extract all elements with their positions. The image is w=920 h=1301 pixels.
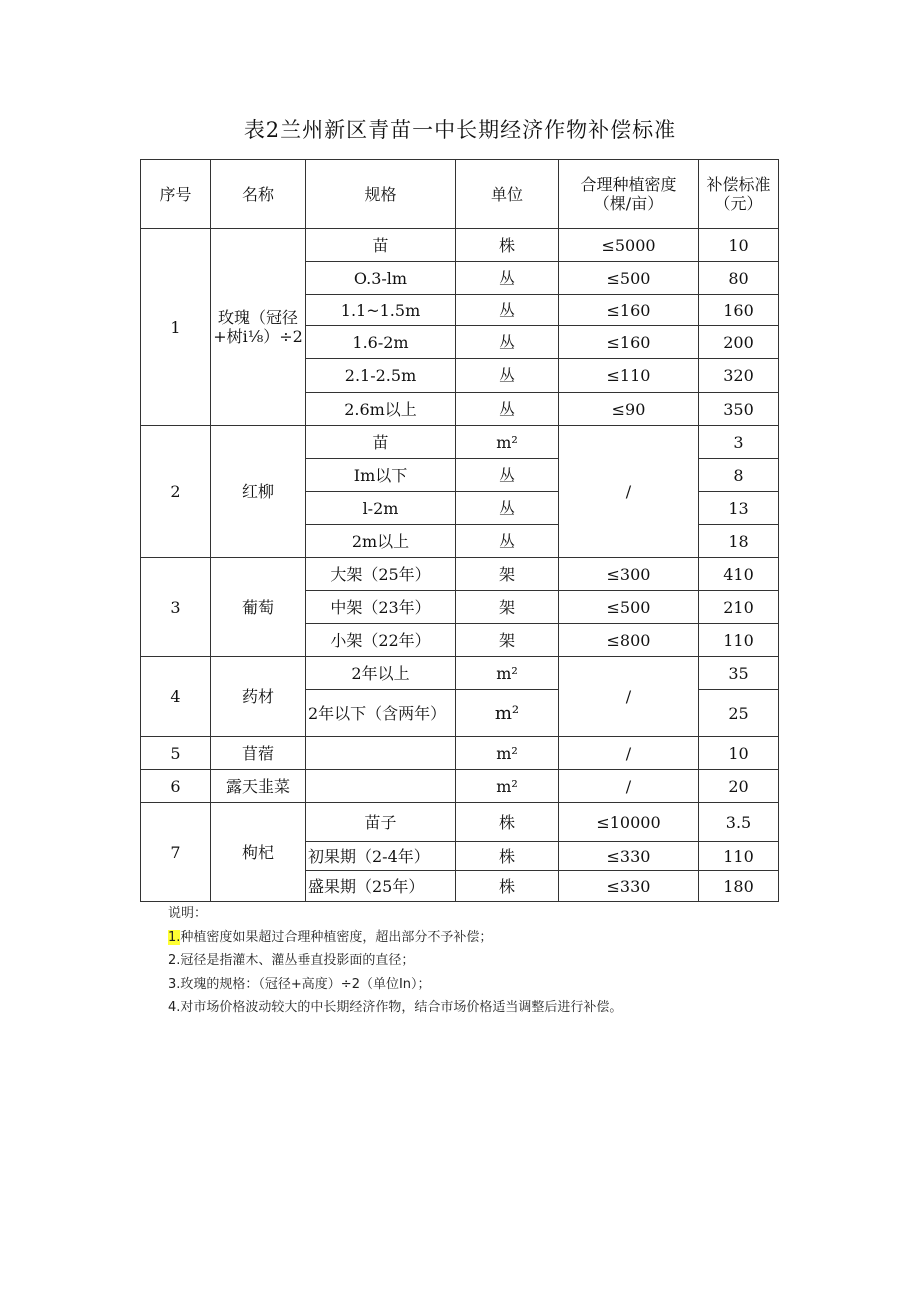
cell-spec: 初果期（2-4年） <box>306 842 456 871</box>
table-row <box>141 558 779 591</box>
group-name: 葡萄 <box>211 558 306 657</box>
cell-standard: 80 <box>699 262 779 295</box>
cell-spec: 2.6m以上 <box>306 393 456 426</box>
cell-standard: 20 <box>699 770 779 803</box>
cell-standard: 3.5 <box>699 803 779 842</box>
cell-density: ≤90 <box>559 393 699 426</box>
cell-unit: 丛 <box>456 459 559 492</box>
cell-spec: 1.1~1.5m <box>306 295 456 326</box>
table-row <box>141 737 779 770</box>
cell-density: / <box>559 657 699 737</box>
cell-standard: 35 <box>699 657 779 690</box>
cell-unit: 丛 <box>456 393 559 426</box>
cell-standard: 10 <box>699 229 779 262</box>
cell-unit: 架 <box>456 558 559 591</box>
header-unit: 单位 <box>456 160 559 229</box>
cell-spec: 2年以上 <box>306 657 456 690</box>
compensation-table <box>140 159 779 902</box>
cell-density: ≤160 <box>559 295 699 326</box>
group-name: 露天韭菜 <box>211 770 306 803</box>
cell-unit: 丛 <box>456 492 559 525</box>
group-name: 红柳 <box>211 426 306 558</box>
cell-standard: 160 <box>699 295 779 326</box>
group-name: 枸杞 <box>211 803 306 902</box>
cell-standard: 13 <box>699 492 779 525</box>
group-seq: 3 <box>141 558 211 657</box>
cell-unit: 丛 <box>456 326 559 359</box>
note-4: 4.对市场价格波动较大的中长期经济作物，结合市场价格适当调整后进行补偿。 <box>168 1000 623 1015</box>
cell-density: ≤300 <box>559 558 699 591</box>
header-standard-line2: （元） <box>714 194 763 213</box>
cell-unit: 株 <box>456 803 559 842</box>
header-density-line1: 合理种植密度 <box>580 175 677 194</box>
cell-spec: 2年以下（含两年） <box>306 690 456 737</box>
cell-density: / <box>559 426 699 558</box>
note-1-text: 种植密度如果超过合理种植密度，超出部分不予补偿； <box>180 929 493 945</box>
cell-density: ≤110 <box>559 359 699 393</box>
table-row <box>141 426 779 459</box>
cell-standard: 110 <box>699 624 779 657</box>
note-1-number: 1. <box>168 929 181 945</box>
note-2: 2.冠径是指灌木、灌丛垂直投影面的直径； <box>168 953 415 968</box>
cell-spec: 大架（25年） <box>306 558 456 591</box>
cell-spec: 中架（23年） <box>306 591 456 624</box>
header-spec: 规格 <box>306 160 456 229</box>
group-name-line2: +树i⅛）÷2 <box>213 327 303 346</box>
table-row <box>141 803 779 842</box>
cell-density: ≤500 <box>559 262 699 295</box>
cell-standard: 210 <box>699 591 779 624</box>
group-seq: 2 <box>141 426 211 558</box>
cell-unit: 架 <box>456 624 559 657</box>
cell-unit: 丛 <box>456 359 559 393</box>
cell-spec: 小架（22年） <box>306 624 456 657</box>
group-name: 苜蓿 <box>211 737 306 770</box>
table-row <box>141 770 779 803</box>
cell-spec: 2m以上 <box>306 525 456 558</box>
cell-spec: l-2m <box>306 492 456 525</box>
cell-spec: Im以下 <box>306 459 456 492</box>
cell-density: ≤160 <box>559 326 699 359</box>
group-seq: 6 <box>141 770 211 803</box>
cell-spec: 苗子 <box>306 803 456 842</box>
cell-standard: 410 <box>699 558 779 591</box>
header-density <box>559 160 699 229</box>
note-3: 3.玫瑰的规格：（冠径+高度）÷2（单位In）； <box>168 976 431 992</box>
cell-unit: 株 <box>456 229 559 262</box>
cell-unit: m² <box>456 690 559 737</box>
header-density-line2: （棵/亩） <box>593 194 664 213</box>
cell-unit: 丛 <box>456 295 559 326</box>
cell-standard: 110 <box>699 842 779 871</box>
cell-unit: 株 <box>456 871 559 902</box>
cell-density: ≤500 <box>559 591 699 624</box>
cell-unit: 株 <box>456 842 559 871</box>
group-seq: 4 <box>141 657 211 737</box>
cell-unit: 丛 <box>456 525 559 558</box>
cell-density: / <box>559 770 699 803</box>
cell-spec <box>306 737 456 770</box>
cell-unit: m² <box>456 737 559 770</box>
notes-section <box>168 902 622 1020</box>
cell-standard: 350 <box>699 393 779 426</box>
table-header-row <box>141 160 779 229</box>
cell-standard: 3 <box>699 426 779 459</box>
group-name-line1: 玫瑰（冠径 <box>217 308 298 327</box>
cell-unit: 架 <box>456 591 559 624</box>
cell-unit: m² <box>456 426 559 459</box>
cell-density: ≤10000 <box>559 803 699 842</box>
note-1 <box>168 926 622 950</box>
cell-standard: 10 <box>699 737 779 770</box>
cell-unit: m² <box>456 770 559 803</box>
cell-spec: 2.1-2.5m <box>306 359 456 393</box>
group-seq: 5 <box>141 737 211 770</box>
cell-standard: 180 <box>699 871 779 902</box>
cell-spec: 1.6-2m <box>306 326 456 359</box>
cell-standard: 320 <box>699 359 779 393</box>
cell-standard: 8 <box>699 459 779 492</box>
table-row <box>141 229 779 262</box>
header-standard-line1: 补偿标准 <box>706 175 771 194</box>
cell-standard: 200 <box>699 326 779 359</box>
header-standard <box>699 160 779 229</box>
header-name: 名称 <box>211 160 306 229</box>
cell-unit: 丛 <box>456 262 559 295</box>
notes-heading: 说明： <box>168 906 208 921</box>
cell-spec <box>306 770 456 803</box>
group-seq: 7 <box>141 803 211 902</box>
cell-standard: 25 <box>699 690 779 737</box>
table-row <box>141 657 779 690</box>
group-name <box>211 229 306 426</box>
header-seq: 序号 <box>141 160 211 229</box>
cell-spec: 苗 <box>306 229 456 262</box>
cell-spec: O.3-lm <box>306 262 456 295</box>
cell-density: ≤5000 <box>559 229 699 262</box>
group-seq: 1 <box>141 229 211 426</box>
cell-standard: 18 <box>699 525 779 558</box>
page-title: 表2兰州新区青苗一中长期经济作物补偿标准 <box>243 118 677 142</box>
group-name: 药材 <box>211 657 306 737</box>
cell-density: ≤800 <box>559 624 699 657</box>
cell-density: / <box>559 737 699 770</box>
cell-density: ≤330 <box>559 871 699 902</box>
cell-density: ≤330 <box>559 842 699 871</box>
cell-spec: 苗 <box>306 426 456 459</box>
cell-unit: m² <box>456 657 559 690</box>
cell-spec: 盛果期（25年） <box>306 871 456 902</box>
